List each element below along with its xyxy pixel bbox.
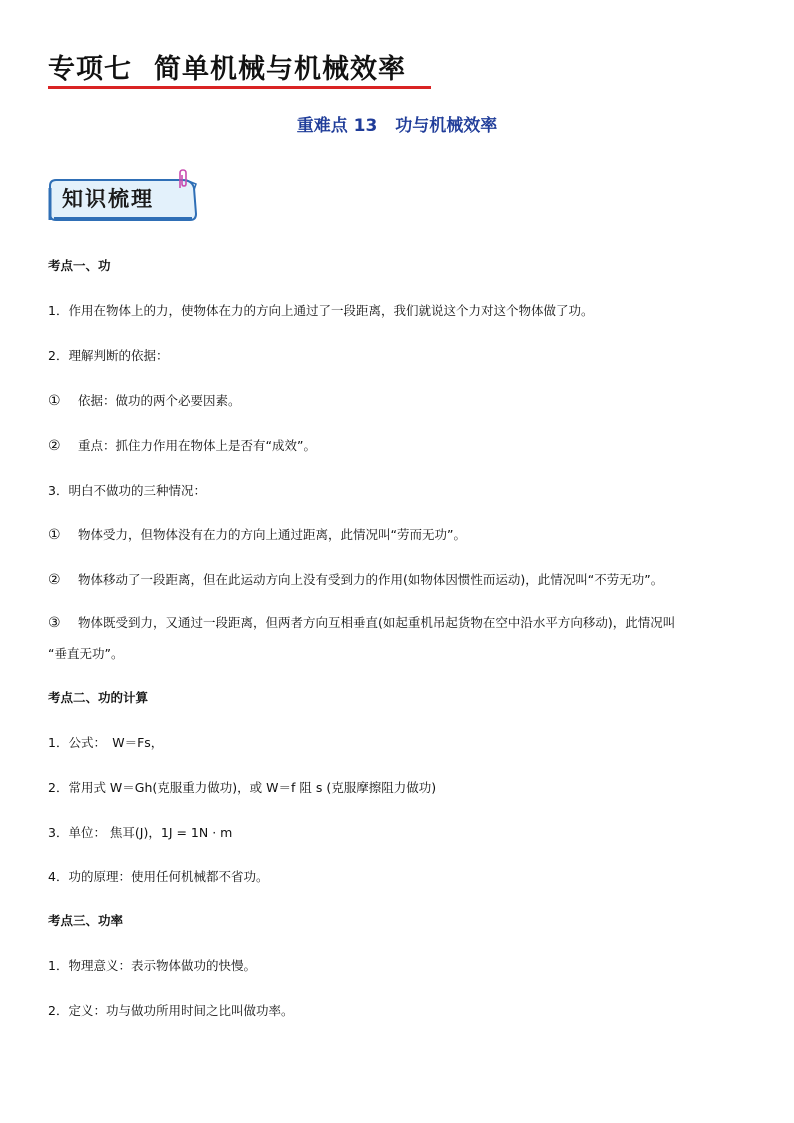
- list-item-continuation: “垂直无功”。: [48, 646, 124, 661]
- list-marker: ①: [48, 527, 61, 543]
- subtitle-topic: 功与机械效率: [395, 116, 498, 136]
- list-item: 2．常用式 W＝Gh(克服重力做功)，或 W＝f 阻 s (克服摩擦阻力做功): [48, 780, 437, 795]
- list-item-text: 依据：做功的两个必要因素。: [78, 393, 241, 408]
- list-item: 1．公式： W＝Fs，: [48, 735, 164, 750]
- list-item: 4．功的原理：使用任何机械都不省功。: [48, 869, 269, 884]
- list-marker: ①: [48, 393, 61, 409]
- list-item: [48, 613, 675, 633]
- page-subtitle: [0, 114, 794, 138]
- title-series: 专项七: [48, 54, 132, 85]
- list-item-text: 重点：抓住力作用在物体上是否有“成效”。: [78, 438, 316, 453]
- list-marker: ②: [48, 572, 61, 588]
- section-banner: [46, 174, 200, 226]
- title-underline: [48, 86, 431, 89]
- list-item: [48, 570, 663, 590]
- section-heading-1: 考点一、功: [48, 258, 111, 273]
- list-item-text: 物体既受到力，又通过一段距离，但两者方向互相垂直(如起重机吊起货物在空中沿水平方向移动)，此情况叫: [78, 615, 676, 630]
- page-title: [48, 52, 406, 88]
- list-marker: ②: [48, 438, 61, 454]
- section-heading-2: 考点二、功的计算: [48, 690, 149, 705]
- list-item: 1．作用在物体上的力，使物体在力的方向上通过了一段距离，我们就说这个力对这个物体做了功。: [48, 303, 594, 318]
- section-heading-3: 考点三、功率: [48, 913, 124, 928]
- list-item: 3．单位： 焦耳(J)，1J = 1N · m: [48, 825, 233, 840]
- banner-label: 知识梳理: [62, 186, 154, 211]
- list-item: [48, 391, 241, 411]
- list-item: 3．明白不做功的三种情况：: [48, 483, 206, 498]
- list-item: 2．理解判断的依据：: [48, 348, 169, 363]
- list-item: 1．物理意义：表示物体做功的快慢。: [48, 958, 256, 973]
- title-topic: 简单机械与机械效率: [154, 54, 406, 85]
- list-item-text: 物体受力，但物体没有在力的方向上通过距离，此情况叫“劳而无功”。: [78, 527, 466, 542]
- paperclip-icon: [176, 168, 190, 190]
- list-item: 2．定义：功与做功所用时间之比叫做功率。: [48, 1003, 294, 1018]
- list-item: [48, 436, 316, 456]
- subtitle-number: 重难点 13: [296, 116, 378, 136]
- list-item-text: 物体移动了一段距离，但在此运动方向上没有受到力的作用(如物体因惯性而运动)，此情况叫“不劳无功”。: [78, 572, 664, 587]
- list-item: [48, 525, 466, 545]
- list-marker: ③: [48, 615, 61, 631]
